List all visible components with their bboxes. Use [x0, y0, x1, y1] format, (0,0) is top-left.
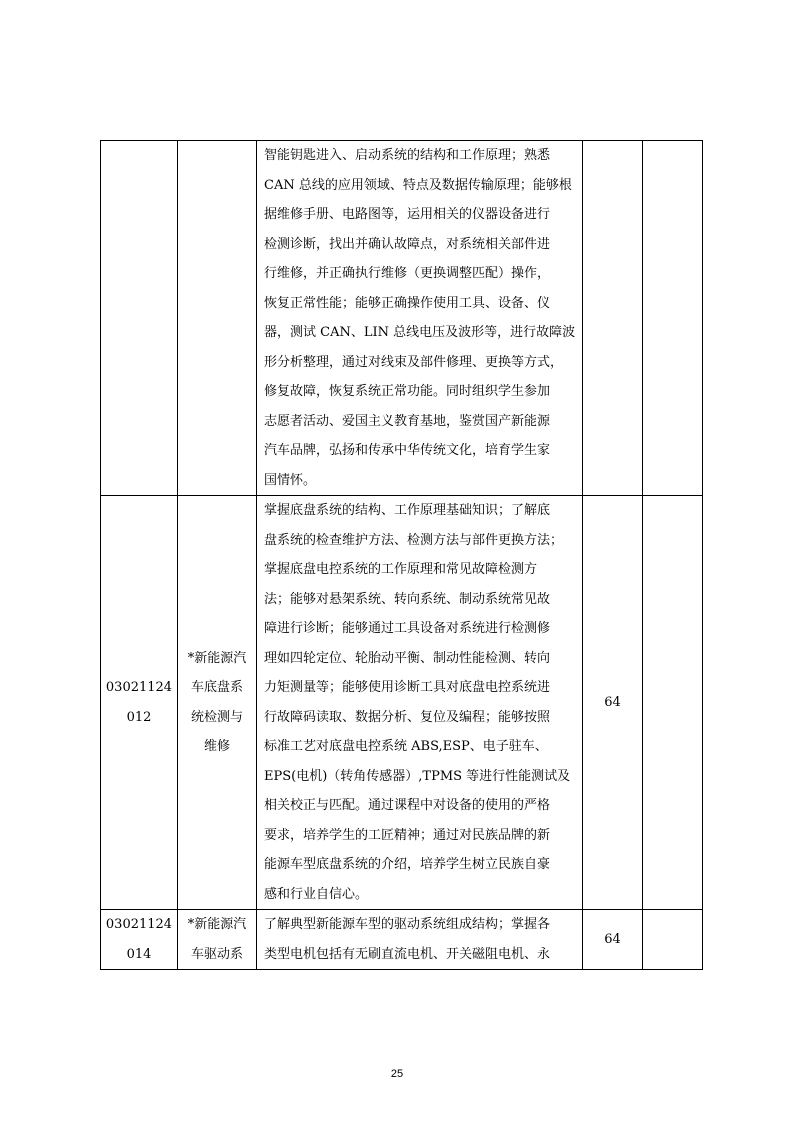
description-line: 感和行业自信心。	[264, 886, 369, 902]
course-hours-cell: 64	[583, 496, 643, 910]
course-description-cell	[257, 496, 583, 910]
description-line: 理如四轮定位、轮胎动平衡、制动性能检测、转向	[264, 650, 551, 666]
description-line: CAN 总线的应用领域、特点及数据传输原理；能够根	[264, 177, 572, 193]
table-row	[101, 910, 703, 970]
course-code-cell	[101, 496, 178, 910]
description-line: 恢复正常性能；能够正确操作使用工具、设备、仪	[264, 295, 551, 311]
page-number: 25	[390, 1068, 404, 1080]
course-code-line: 012	[126, 709, 152, 725]
description-line: 修复故障，恢复系统正常功能。同时组织学生参加	[264, 384, 551, 399]
description-line: 志愿者活动、爱国主义教育基地，鉴赏国产新能源	[264, 413, 551, 429]
course-description-cell	[257, 910, 583, 970]
description-line: 能源车型底盘系统的介绍，培养学生树立民族自豪	[264, 857, 551, 872]
description-line: 要求，培养学生的工匠精神；通过对民族品牌的新	[264, 827, 551, 843]
description-line: 了解典型新能源车型的驱动系统组成结构；掌握各	[264, 917, 551, 932]
course-name-cell	[178, 141, 257, 496]
course-description-cell	[257, 141, 583, 496]
course-name-line: *新能源汽	[187, 650, 247, 666]
course-remarks-cell	[643, 496, 703, 910]
description-line: 标准工艺对底盘电控系统 ABS,ESP、电子驻车、	[264, 739, 548, 754]
description-line: 据维修手册、电路图等，运用相关的仪器设备进行	[264, 207, 551, 222]
course-code-line: 014	[126, 946, 152, 962]
course-name-line: 维修	[203, 739, 230, 754]
course-table	[100, 140, 703, 970]
course-code-cell	[101, 141, 178, 496]
description-line: 汽车品牌，弘扬和传承中华传统文化，培育学生家	[264, 443, 551, 458]
course-name-line: 车驱动系	[190, 946, 243, 962]
table-row	[101, 141, 703, 496]
description-line: 行维修，并正确执行维修（更换调整匹配）操作，	[264, 266, 551, 281]
description-line: 障进行诊断；能够通过工具设备对系统进行检测修	[264, 621, 551, 636]
course-name-cell	[178, 910, 257, 970]
course-name-line: 车底盘系	[190, 680, 243, 695]
course-remarks-cell	[643, 141, 703, 496]
course-hours-cell: 64	[583, 910, 643, 970]
course-remarks-cell	[643, 910, 703, 970]
course-hours-cell	[583, 141, 643, 496]
description-line: 类型电机包括有无刷直流电机、开关磁阻电机、永	[264, 946, 551, 962]
course-code-line: 03021124	[105, 680, 173, 695]
description-line: 器，测试 CAN、LIN 总线电压及波形等，进行故障波	[264, 325, 576, 340]
description-line: 国情怀。	[264, 472, 317, 488]
description-line: 掌握底盘电控系统的工作原理和常见故障检测方	[264, 562, 538, 577]
description-line: 盘系统的检查维护方法、检测方法与部件更换方法；	[264, 532, 564, 548]
course-code-cell	[101, 910, 178, 970]
description-line: 智能钥匙进入、启动系统的结构和工作原理；熟悉	[264, 148, 551, 163]
description-line: 力矩测量等；能够使用诊断工具对底盘电控系统进	[264, 680, 551, 695]
description-line: 掌握底盘系统的结构、工作原理基础知识；了解底	[264, 503, 551, 518]
description-line: 相关校正与匹配。通过课程中对设备的使用的严格	[264, 798, 551, 813]
table-row	[101, 496, 703, 910]
description-line: 形分析整理，通过对线束及部件修理、更换等方式，	[264, 354, 564, 370]
course-code-line: 03021124	[105, 917, 173, 932]
description-line: EPS(电机)（转角传感器）,TPMS 等进行性能测试及	[264, 768, 571, 784]
description-line: 法；能够对悬架系统、转向系统、制动系统常见故	[264, 591, 551, 607]
description-line: 行故障码读取、数据分析、复位及编程；能够按照	[264, 709, 551, 725]
course-name-line: *新能源汽	[187, 917, 247, 932]
course-name-line: 统检测与	[190, 709, 243, 725]
description-line: 检测诊断，找出并确认故障点，对系统相关部件进	[264, 236, 551, 252]
course-name-cell	[178, 496, 257, 910]
